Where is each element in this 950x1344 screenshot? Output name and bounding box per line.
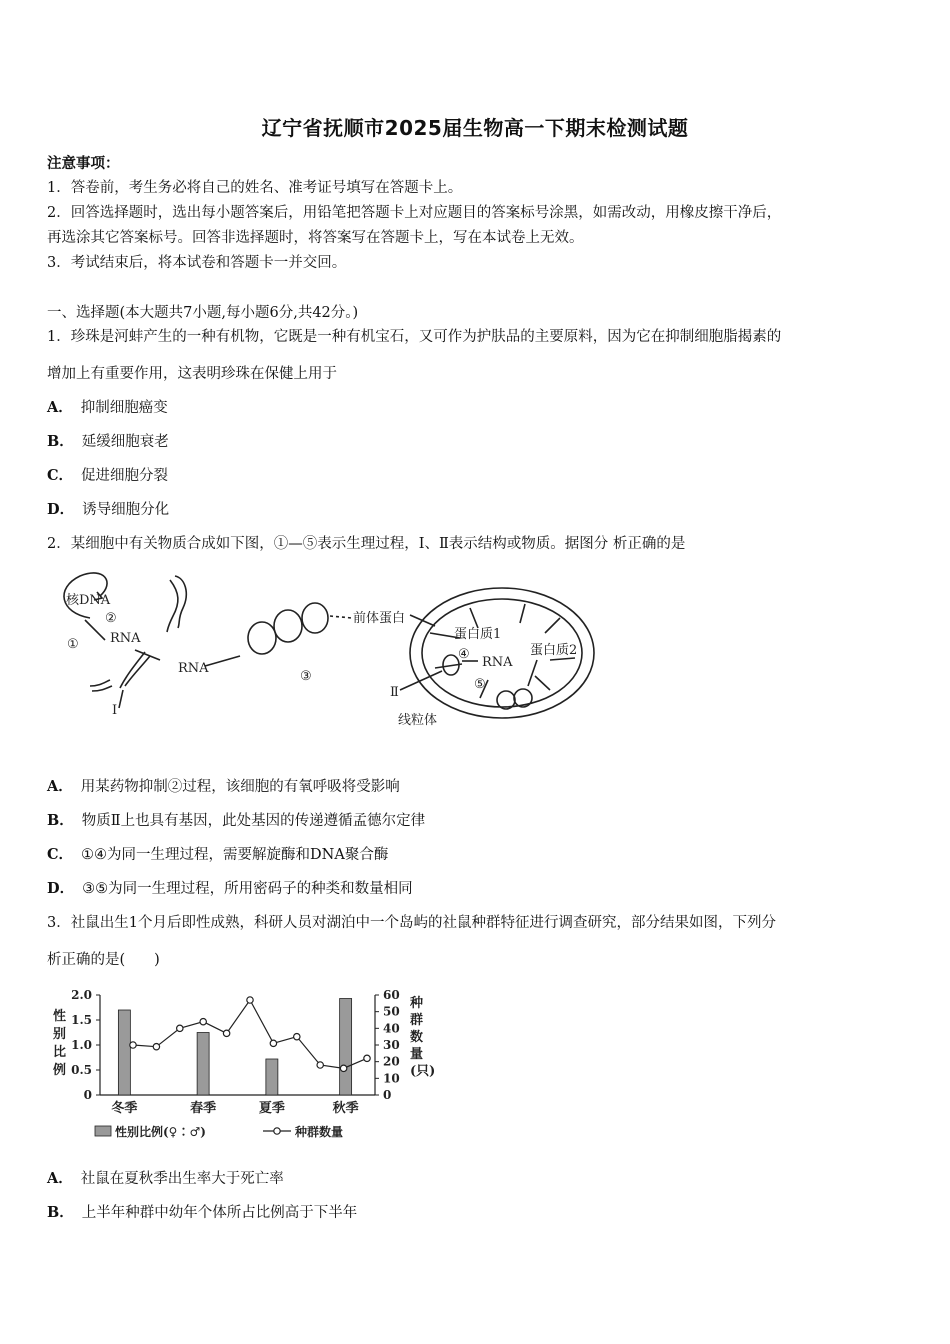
pointer-struct1 [119,690,123,708]
sex-ratio-bar [197,1033,209,1096]
q1-option-c [47,466,168,486]
ribosome-2 [274,610,302,642]
legend-line-marker [274,1128,280,1134]
q1-option-d [47,500,169,520]
protein-synthesis-diagram [50,568,630,738]
label-rna-2: RNA [178,661,209,676]
q3-stem: 3．社鼠出生1个月后即性成熟，科研人员对湖泊中一个岛屿的社鼠种群特征进行调查研究，部分结果如图，下列分 [47,915,776,931]
population-point [247,997,253,1003]
right-tick-label: 40 [383,1021,400,1036]
option-letter: D． [47,501,75,518]
label-nucleus-dna: 核DNA [66,593,111,608]
label-process-1: ① [67,637,79,652]
import-arrow [410,615,435,626]
right-axis-label-char: 种 [410,996,424,1011]
option-text: 延缓细胞衰老 [81,434,169,450]
legend-bar-swatch [95,1126,111,1136]
right-tick-label: 50 [383,1004,400,1019]
q2-stem: 2．某细胞中有关物质合成如下图，①—⑤表示生理过程，Ⅰ、Ⅱ表示结构或物质。据图分 析正确的是 [47,536,686,552]
q2-option-b [47,811,425,831]
left-tick-label: 0.5 [71,1063,92,1077]
option-letter: C． [47,467,74,484]
notice-item-2: 2．回答选择题时，选出每小题答案后，用铅笔把答题卡上对应题目的答案标号涂黑，如需改动，用橡皮擦干净后， [47,205,782,221]
label-precursor: 前体蛋白 [353,611,406,626]
option-text: 物质Ⅱ上也具有基因，此处基因的传递遵循孟德尔定律 [81,813,426,829]
label-process-3: ③ [300,669,312,684]
right-tick-label: 0 [383,1088,392,1102]
option-text: ③⑤为同一生理过程，所用密码子的种类和数量相同 [82,881,413,897]
sex-ratio-bar [266,1059,278,1095]
pointer-struct2 [400,671,442,690]
ribosome-1 [248,622,276,654]
population-line [133,1000,367,1068]
left-axis-label-char: 例 [53,1063,67,1078]
transcription-arrow [85,620,105,640]
label-protein-1: 蛋白质1 [454,627,502,642]
section-heading: 一、选择题(本大题共7小题,每小题6分,共42分。) [47,305,359,321]
label-rna-1: RNA [110,631,141,646]
right-tick-label: 60 [383,988,400,1002]
label-structure-2: Ⅱ [390,685,399,700]
label-process-4: ④ [458,647,470,662]
left-tick-label: 1.5 [71,1013,92,1027]
legend-bar-label: 性别比例(♀∶♂) [115,1125,206,1139]
population-point [153,1043,159,1049]
left-tick-label: 1.0 [71,1038,92,1052]
right-axis-label-char: 数 [410,1030,424,1045]
option-letter: A． [47,778,73,795]
q3-stem-cont: 析正确的是( ) [47,952,160,968]
chain-1b [167,580,178,632]
left-axis-label-char: 性 [53,1009,67,1024]
option-text: 抑制细胞癌变 [80,400,168,416]
q3-option-a [47,1169,284,1189]
population-point [340,1065,346,1071]
population-point [317,1062,323,1068]
q1-stem-cont: 增加上有重要作用，这表明珍珠在保健上用于 [47,366,337,382]
label-mitochondrion: 线粒体 [398,713,438,728]
notice-item-2-cont: 再选涂其它答案标号。回答非选择题时，将答案写在答题卡上，写在本试卷上无效。 [47,230,584,246]
protein2-arrow [528,660,537,686]
label-rna-3: RNA [482,655,513,670]
category-label: 秋季 [332,1101,359,1116]
option-text: 用某药物抑制②过程，该细胞的有氧呼吸将受影响 [80,779,400,795]
population-point [223,1030,229,1036]
left-axis-label-char: 别 [53,1027,67,1042]
population-point [200,1018,206,1024]
option-letter: B． [47,1204,74,1221]
right-axis-label-char: 群 [410,1013,424,1028]
category-label: 夏季 [258,1101,285,1116]
notice-item-3: 3．考试结束后，将本试卷和答题卡一并交回。 [47,255,347,271]
rna-arrow-2 [205,656,240,666]
population-point [294,1033,300,1039]
population-point [177,1025,183,1031]
population-point [364,1055,370,1061]
ribosome-3 [302,603,328,633]
precursor-arrow [330,616,352,618]
option-letter: A． [47,1170,73,1187]
sex-ratio-bar [118,1010,130,1095]
notice-item-1: 1．答卷前，考生务必将自己的姓名、准考证号填写在答题卡上。 [47,180,463,196]
option-text: 促进细胞分裂 [81,468,169,484]
chain-3 [90,680,110,686]
category-label: 春季 [190,1101,217,1116]
option-letter: B． [47,433,74,450]
q2-option-d [47,879,413,899]
label-process-5: ⑤ [474,677,486,692]
right-tick-label: 10 [383,1071,400,1086]
option-letter: A． [47,399,73,416]
label-protein-2: 蛋白质2 [530,643,578,658]
right-tick-label: 30 [383,1038,400,1052]
option-letter: C． [47,846,74,863]
right-tick-label: 20 [383,1054,400,1069]
page-title: 辽宁省抚顺市2025届生物高一下期末检测试题 [261,116,689,140]
legend-line-label: 种群数量 [295,1125,344,1139]
label-structure-1: Ⅰ [112,703,118,718]
option-text: 社鼠在夏秋季出生率大于死亡率 [80,1171,284,1187]
option-text: 诱导细胞分化 [82,502,170,518]
population-point [130,1042,136,1048]
q3-option-b [47,1203,357,1223]
q2-option-a [47,777,400,797]
label-process-2: ② [105,611,117,626]
mito-ribosome-2 [514,689,532,707]
chain-1 [175,576,186,628]
left-tick-label: 2.0 [71,988,92,1002]
category-label: 冬季 [111,1101,138,1116]
option-letter: D． [47,880,75,897]
q1-stem: 1．珍珠是河蚌产生的一种有机物，它既是一种有机宝石，又可作为护肤品的主要原料，因为它在抑制细胞脂揭素的 [47,329,782,345]
option-letter: B． [47,812,74,829]
chain-2b [120,652,145,688]
left-tick-label: 0 [83,1088,92,1102]
right-axis-label-char: (只) [410,1064,436,1079]
option-text: ①④为同一生理过程，需要解旋酶和DNA聚合酶 [81,847,389,863]
notice-heading: 注意事项： [47,155,120,172]
population-chart [45,985,445,1145]
sex-ratio-bar [340,999,352,1096]
left-axis-label-char: 比 [53,1045,67,1060]
option-text: 上半年种群中幼年个体所占比例高于下半年 [81,1205,358,1221]
q1-option-b [47,432,169,452]
q1-option-a [47,398,168,418]
chain-3b [92,686,112,691]
right-axis-label-char: 量 [410,1047,424,1062]
q2-option-c [47,845,388,865]
population-point [270,1040,276,1046]
